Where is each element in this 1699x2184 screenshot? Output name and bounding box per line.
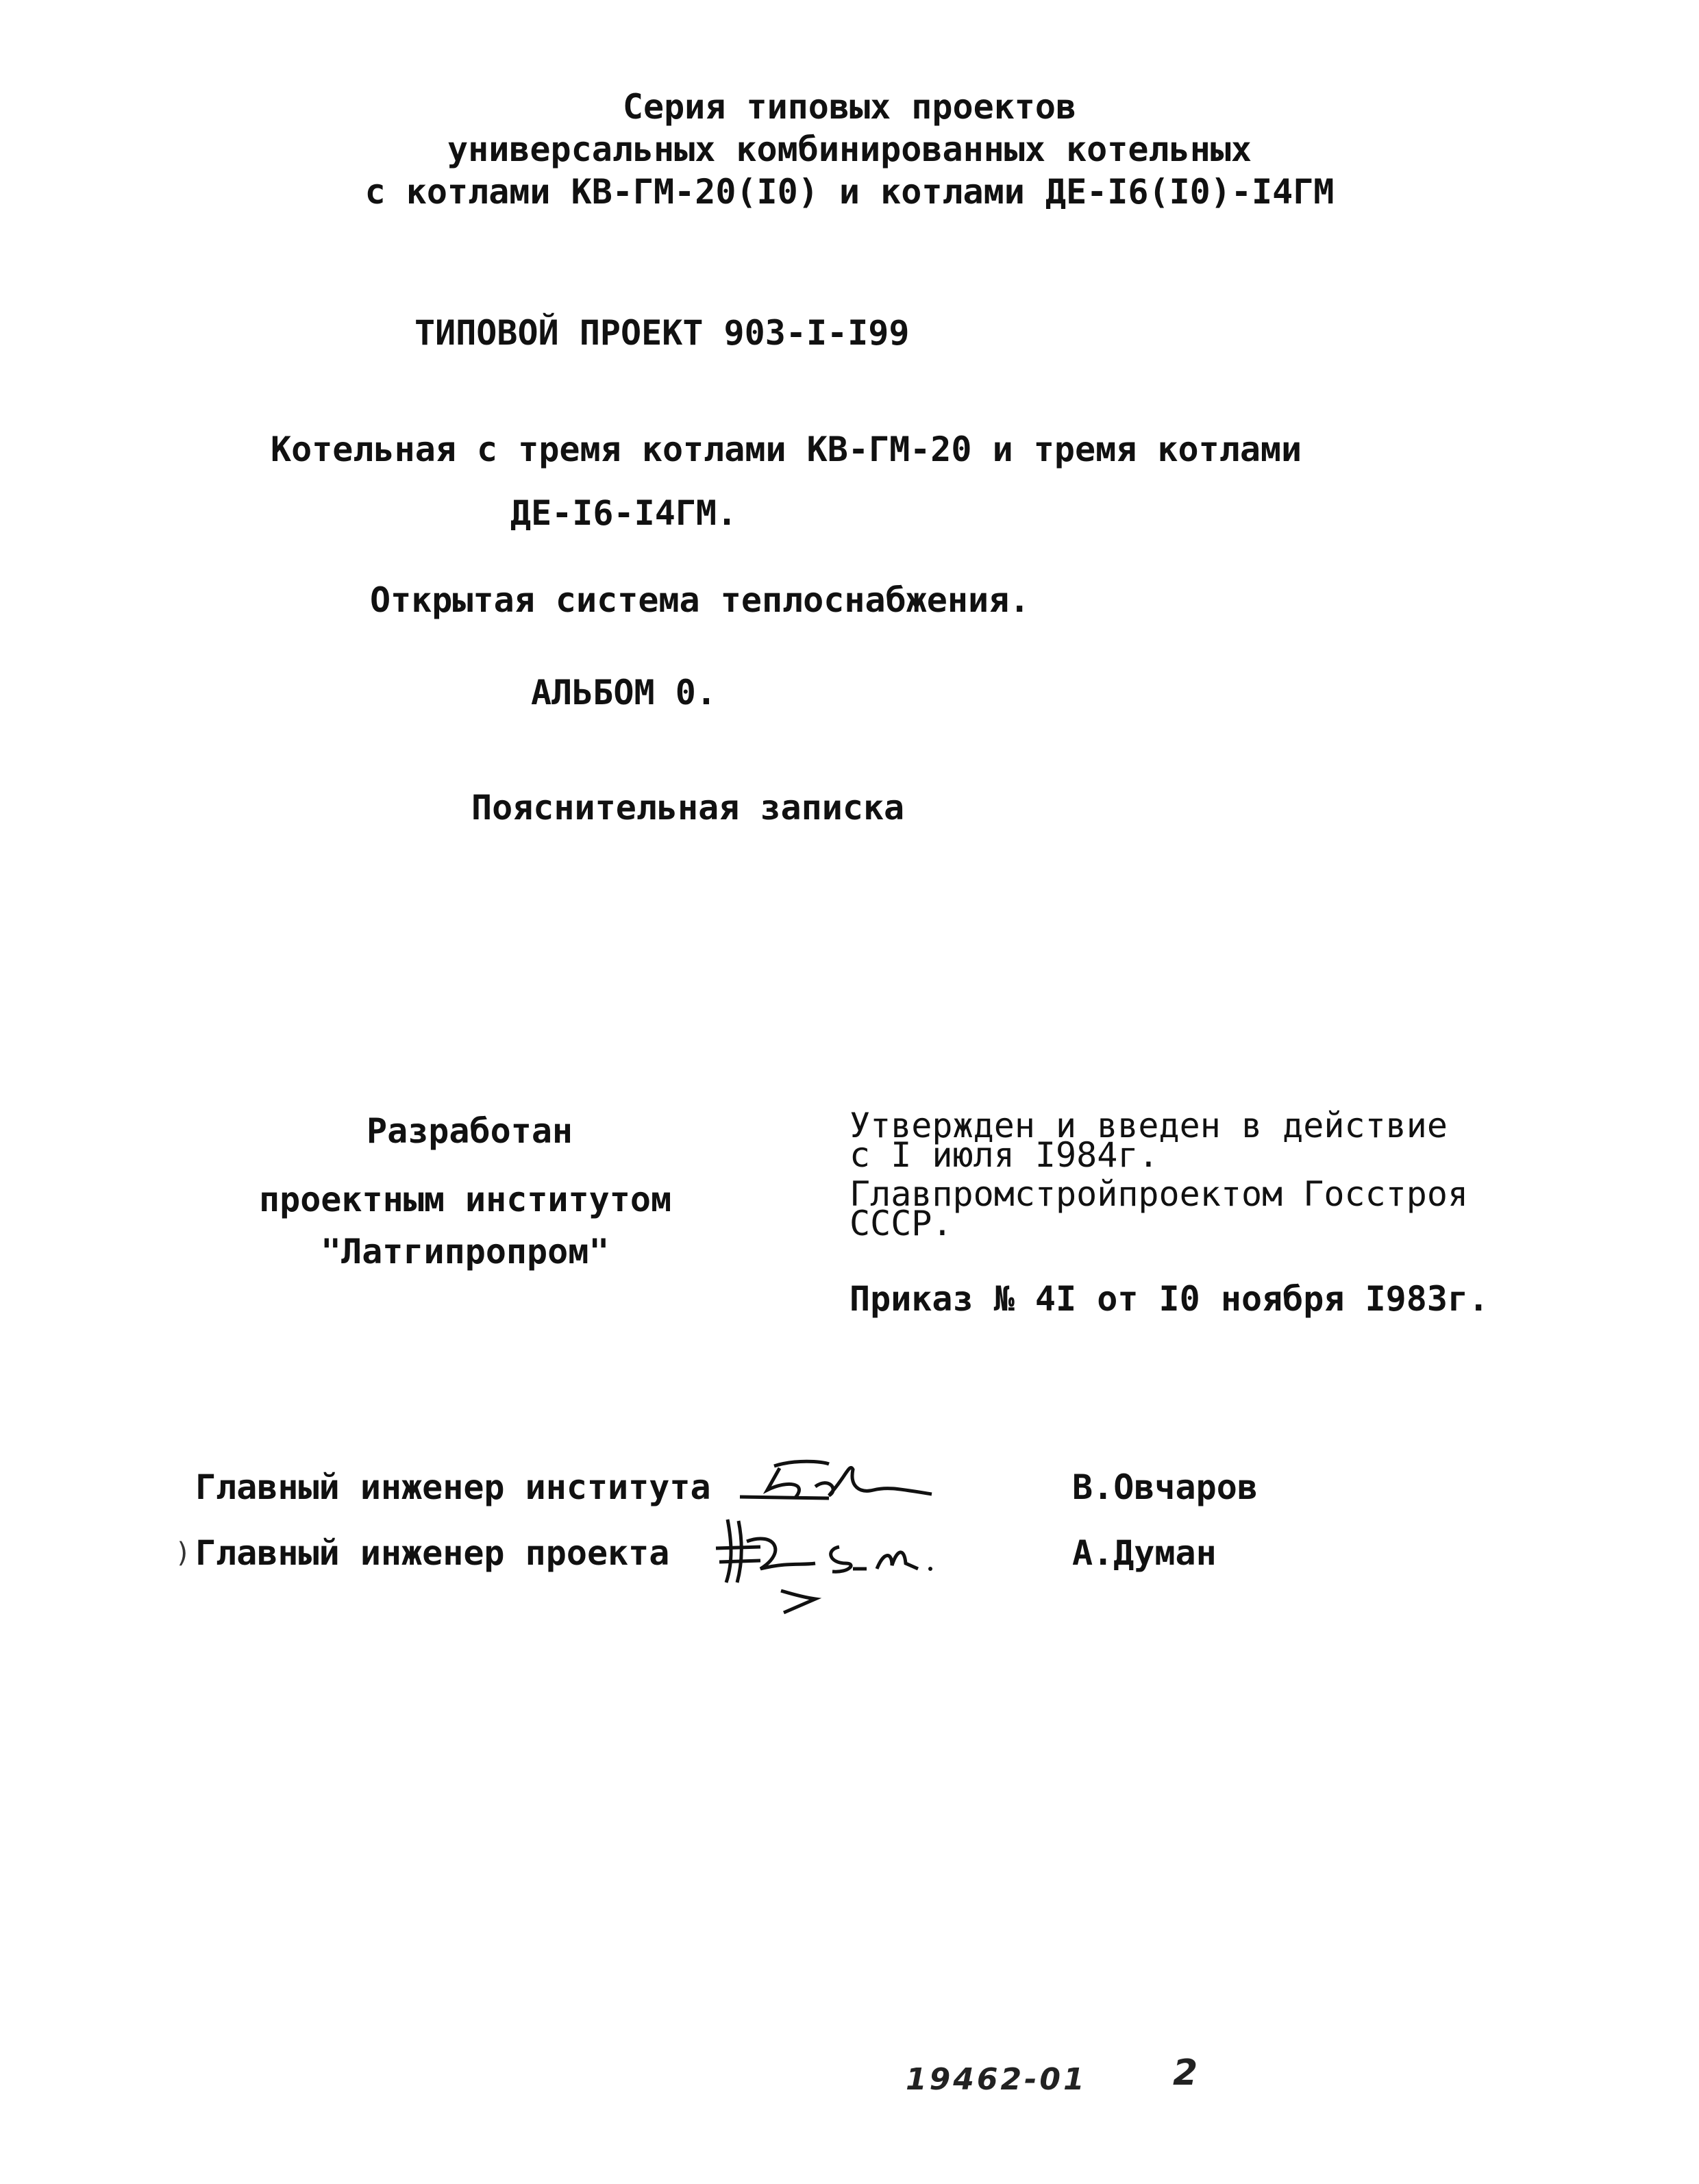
title-line-1: Котельная с тремя котлами КВ-ГМ-20 и тремя котлами (271, 430, 1302, 469)
series-line-1: Серия типовых проектов (622, 87, 1077, 127)
inventory-code: 19462-01 (906, 2062, 1087, 2097)
chief-engineer-project-name: А.Думан (1072, 1533, 1217, 1573)
project-number: ТИПОВОЙ ПРОЕКТ 903-I-I99 (414, 313, 910, 353)
approved-line-2: с I июля I984г. (850, 1135, 1159, 1175)
series-header (0, 86, 1699, 213)
chief-engineer-institute-role: Главный инженер института (195, 1467, 711, 1507)
approved-line-4: СССР. (850, 1204, 953, 1243)
explanatory-note: Пояснительная записка (471, 788, 905, 828)
heat-supply-system: Открытая система теплоснабжения. (370, 580, 1030, 620)
album-label: АЛЬБОМ 0. (531, 673, 717, 712)
page-number: 2 (1173, 2052, 1198, 2094)
chief-engineer-project-role: Главный инженер проекта (195, 1533, 670, 1573)
series-line-2: универсальных комбинированных котельных (447, 129, 1252, 169)
series-line-3: с котлами КВ-ГМ-20(I0) и котлами ДЕ-I6(I0)-I4ГМ (364, 172, 1335, 212)
signature-duman-image (712, 1514, 973, 1630)
title-line-2: ДЕ-I6-I4ГМ. (510, 493, 738, 533)
approved-line-3: Главпромстройпроектом Госстроя (850, 1174, 1469, 1214)
chief-engineer-institute-name: В.Овчаров (1072, 1467, 1258, 1507)
approved-line-1: Утвержден и введен в действие (850, 1106, 1448, 1145)
developed-line-1: Разработан (367, 1111, 573, 1151)
developed-line-3: "Латгипропром" (321, 1232, 610, 1271)
developed-line-2: проектным институтом (259, 1180, 672, 1219)
margin-mark: ) (175, 1537, 192, 1569)
order-line: Приказ № 4I от I0 ноября I983г. (850, 1279, 1489, 1319)
signature-ovcharov-image (726, 1449, 945, 1524)
